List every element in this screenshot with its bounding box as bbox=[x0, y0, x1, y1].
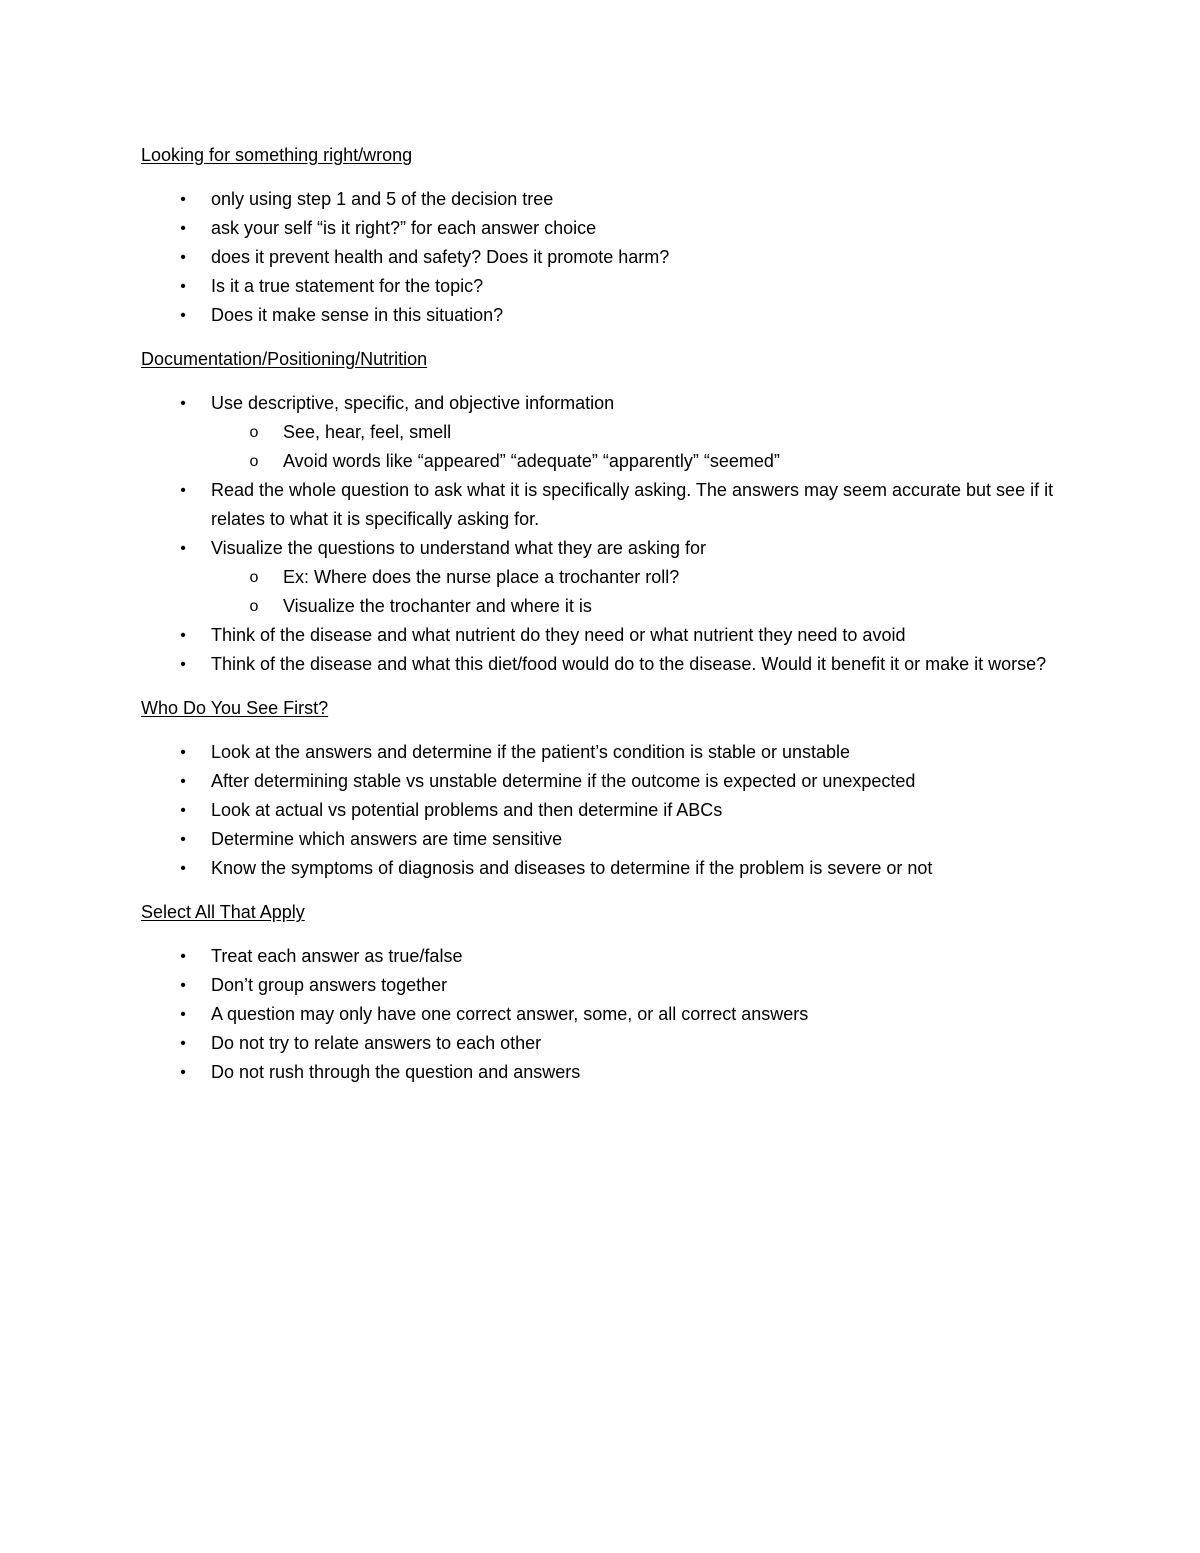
list-item-text: only using step 1 and 5 of the decision tree bbox=[211, 189, 554, 209]
sub-bullet-icon: o bbox=[249, 598, 259, 615]
bullet-icon: • bbox=[180, 220, 186, 237]
bullet-icon: • bbox=[180, 395, 186, 412]
bullet-icon: • bbox=[180, 948, 186, 965]
list-item bbox=[141, 942, 1071, 971]
sub-bullet-list bbox=[211, 563, 1071, 621]
list-item-text: Read the whole question to ask what it is specifically asking. The answers may seem accurate but see if it relates to what it is specifically asking for. bbox=[211, 480, 1054, 529]
bullet-icon: • bbox=[180, 977, 186, 994]
bullet-icon: • bbox=[180, 1035, 186, 1052]
list-item-text: Look at actual vs potential problems and then determine if ABCs bbox=[211, 800, 723, 820]
list-item-text: Visualize the questions to understand what they are asking for bbox=[211, 538, 706, 558]
list-item bbox=[141, 185, 1071, 214]
list-item bbox=[141, 767, 1071, 796]
list-item-text: Don’t group answers together bbox=[211, 975, 448, 995]
list-item-text: Do not rush through the question and answers bbox=[211, 1062, 581, 1082]
list-item-text: Does it make sense in this situation? bbox=[211, 305, 504, 325]
bullet-list bbox=[141, 738, 1071, 883]
section-heading: Documentation/Positioning/Nutrition bbox=[141, 349, 428, 369]
bullet-icon: • bbox=[180, 482, 186, 499]
list-item bbox=[141, 796, 1071, 825]
list-item-text: Determine which answers are time sensitive bbox=[211, 829, 563, 849]
list-item-text: Use descriptive, specific, and objective information bbox=[211, 393, 615, 413]
list-item bbox=[141, 825, 1071, 854]
bullet-icon: • bbox=[180, 307, 186, 324]
list-item bbox=[141, 301, 1071, 330]
sub-bullet-icon: o bbox=[249, 453, 259, 470]
sub-list-item-text: Visualize the trochanter and where it is bbox=[283, 596, 592, 616]
section-heading: Select All That Apply bbox=[141, 902, 305, 922]
list-item-text: Know the symptoms of diagnosis and diseases to determine if the problem is severe or not bbox=[211, 858, 933, 878]
bullet-icon: • bbox=[180, 744, 186, 761]
list-item bbox=[141, 243, 1071, 272]
list-item-text: After determining stable vs unstable determine if the outcome is expected or unexpected bbox=[211, 771, 916, 791]
list-item bbox=[141, 214, 1071, 243]
section-heading: Who Do You See First? bbox=[141, 698, 329, 718]
list-item-text: Look at the answers and determine if the patient’s condition is stable or unstable bbox=[211, 742, 851, 762]
bullet-icon: • bbox=[180, 249, 186, 266]
document-body bbox=[141, 141, 1071, 1102]
sub-bullet-list bbox=[211, 418, 1071, 476]
bullet-icon: • bbox=[180, 191, 186, 208]
section-heading: Looking for something right/wrong bbox=[141, 145, 413, 165]
sub-list-item bbox=[211, 447, 1071, 476]
sub-list-item-text: Avoid words like “appeared” “adequate” “apparently” “seemed” bbox=[283, 451, 780, 471]
bullet-icon: • bbox=[180, 1006, 186, 1023]
list-item bbox=[141, 738, 1071, 767]
list-item-text: A question may only have one correct answer, some, or all correct answers bbox=[211, 1004, 809, 1024]
list-item-text: Do not try to relate answers to each other bbox=[211, 1033, 542, 1053]
list-item-text: ask your self “is it right?” for each answer choice bbox=[211, 218, 597, 238]
list-item bbox=[141, 854, 1071, 883]
list-item bbox=[141, 272, 1071, 301]
list-item-text: does it prevent health and safety? Does it promote harm? bbox=[211, 247, 670, 267]
list-item bbox=[141, 971, 1071, 1000]
list-item bbox=[141, 650, 1071, 679]
bullet-icon: • bbox=[180, 656, 186, 673]
list-item-text: Think of the disease and what this diet/food would do to the disease. Would it benefit it or make it worse? bbox=[211, 654, 1047, 674]
bullet-list bbox=[141, 942, 1071, 1087]
sub-list-item bbox=[211, 563, 1071, 592]
list-item bbox=[141, 476, 1071, 534]
sub-list-item-text: Ex: Where does the nurse place a trochanter roll? bbox=[283, 567, 680, 587]
bullet-icon: • bbox=[180, 278, 186, 295]
sub-list-item bbox=[211, 592, 1071, 621]
list-item bbox=[141, 621, 1071, 650]
list-item-text: Treat each answer as true/false bbox=[211, 946, 463, 966]
sub-bullet-icon: o bbox=[249, 569, 259, 586]
bullet-icon: • bbox=[180, 540, 186, 557]
list-item bbox=[141, 389, 1071, 476]
bullet-icon: • bbox=[180, 773, 186, 790]
bullet-icon: • bbox=[180, 1064, 186, 1081]
bullet-list bbox=[141, 185, 1071, 330]
bullet-icon: • bbox=[180, 831, 186, 848]
list-item-text: Is it a true statement for the topic? bbox=[211, 276, 484, 296]
bullet-icon: • bbox=[180, 627, 186, 644]
list-item bbox=[141, 1058, 1071, 1087]
sub-bullet-icon: o bbox=[249, 424, 259, 441]
list-item bbox=[141, 534, 1071, 621]
list-item-text: Think of the disease and what nutrient do they need or what nutrient they need to avoid bbox=[211, 625, 906, 645]
sub-list-item-text: See, hear, feel, smell bbox=[283, 422, 452, 442]
bullet-icon: • bbox=[180, 802, 186, 819]
bullet-list bbox=[141, 389, 1071, 679]
bullet-icon: • bbox=[180, 860, 186, 877]
list-item bbox=[141, 1029, 1071, 1058]
list-item bbox=[141, 1000, 1071, 1029]
sub-list-item bbox=[211, 418, 1071, 447]
